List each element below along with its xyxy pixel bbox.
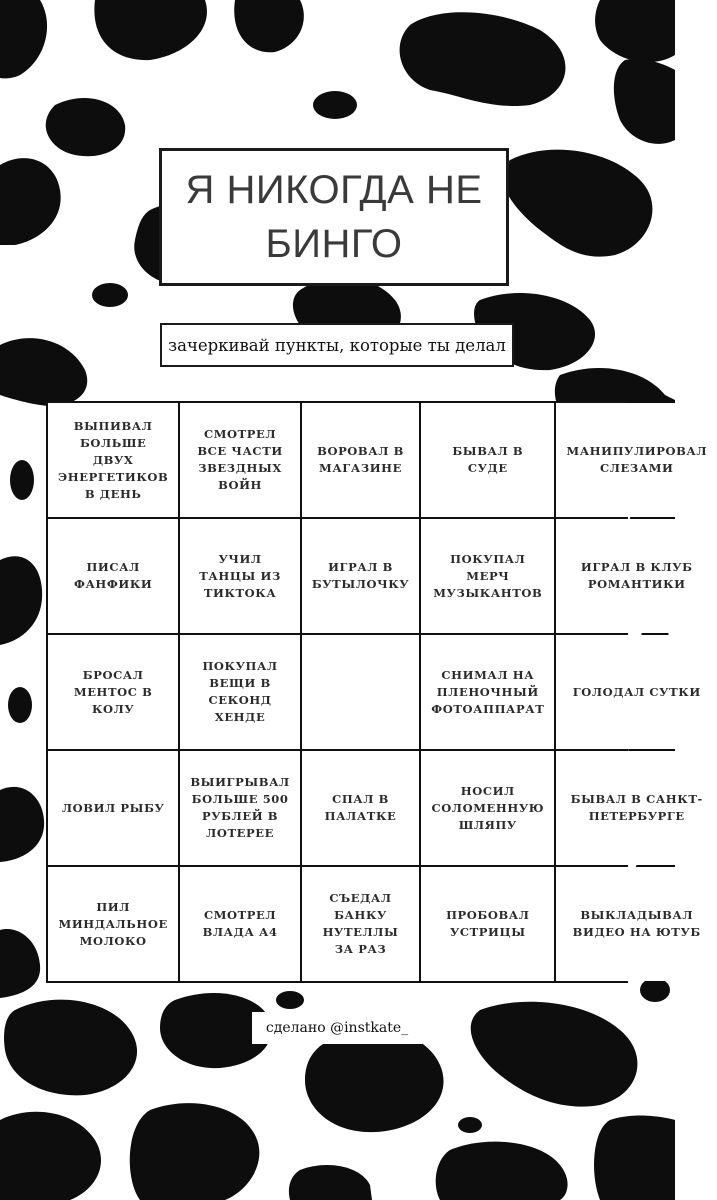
bingo-cell[interactable]: ПОКУПАЛ МЕРЧ МУЗЫКАНТОВ [421, 519, 554, 633]
bingo-cell[interactable]: СЪЕДАЛ БАНКУ НУТЕЛЛЫ ЗА РАЗ [302, 867, 419, 981]
bingo-cell[interactable]: БЫВАЛ В САНКТ-ПЕТЕРБУРГЕ [556, 751, 717, 865]
bingo-cell[interactable]: СПАЛ В ПАЛАТКЕ [302, 751, 419, 865]
bingo-cell[interactable]: ПРОБОВАЛ УСТРИЦЫ [421, 867, 554, 981]
bingo-cell[interactable]: ИГРАЛ В БУТЫЛОЧКУ [302, 519, 419, 633]
bingo-cell[interactable]: ВЫПИВАЛ БОЛЬШЕ ДВУХ ЭНЕРГЕТИКОВ В ДЕНЬ [48, 403, 178, 517]
bingo-cell[interactable]: БЫВАЛ В СУДЕ [421, 403, 554, 517]
title-line-1: Я НИКОГДА НЕ [185, 168, 483, 212]
bingo-cell[interactable]: ВЫКЛАДЫВАЛ ВИДЕО НА ЮТУБ [556, 867, 717, 981]
bingo-cell[interactable]: ВЫИГРЫВАЛ БОЛЬШЕ 500 РУБЛЕЙ В ЛОТЕРЕЕ [180, 751, 299, 865]
title-line-2: БИНГО [265, 222, 403, 266]
bingo-cell[interactable]: ЛОВИЛ РЫБУ [48, 751, 178, 865]
subtitle: зачеркивай пункты, которые ты делал [160, 323, 514, 367]
bingo-cell[interactable]: НОСИЛ СОЛОМЕННУЮ ШЛЯПУ [421, 751, 554, 865]
bingo-cell[interactable]: МАНИПУЛИРОВАЛ СЛЕЗАМИ [556, 403, 717, 517]
bingo-grid [46, 401, 708, 983]
bingo-cell[interactable]: ПИЛ МИНДАЛЬНОЕ МОЛОКО [48, 867, 178, 981]
bingo-cell[interactable]: ГОЛОДАЛ СУТКИ [556, 635, 717, 749]
bingo-cell[interactable]: БРОСАЛ МЕНТОС В КОЛУ [48, 635, 178, 749]
bingo-cell[interactable]: ПИСАЛ ФАНФИКИ [48, 519, 178, 633]
bingo-cell[interactable]: СНИМАЛ НА ПЛЕНОЧНЫЙ ФОТОАППАРАТ [421, 635, 554, 749]
bingo-cell[interactable]: УЧИЛ ТАНЦЫ ИЗ ТИКТОКА [180, 519, 299, 633]
bingo-cell[interactable]: СМОТРЕЛ ВЛАДА А4 [180, 867, 299, 981]
bingo-cell-free[interactable] [302, 635, 419, 749]
bingo-cell[interactable]: ВОРОВАЛ В МАГАЗИНЕ [302, 403, 419, 517]
bingo-cell[interactable]: ИГРАЛ В КЛУБ РОМАНТИКИ [556, 519, 717, 633]
bingo-cell[interactable]: ПОКУПАЛ ВЕЩИ В СЕКОНД ХЕНДЕ [180, 635, 299, 749]
bingo-cell[interactable]: СМОТРЕЛ ВСЕ ЧАСТИ ЗВЕЗДНЫХ ВОЙН [180, 403, 299, 517]
title-box [159, 148, 509, 286]
author-credit: сделано @instkate_ [252, 1012, 422, 1044]
